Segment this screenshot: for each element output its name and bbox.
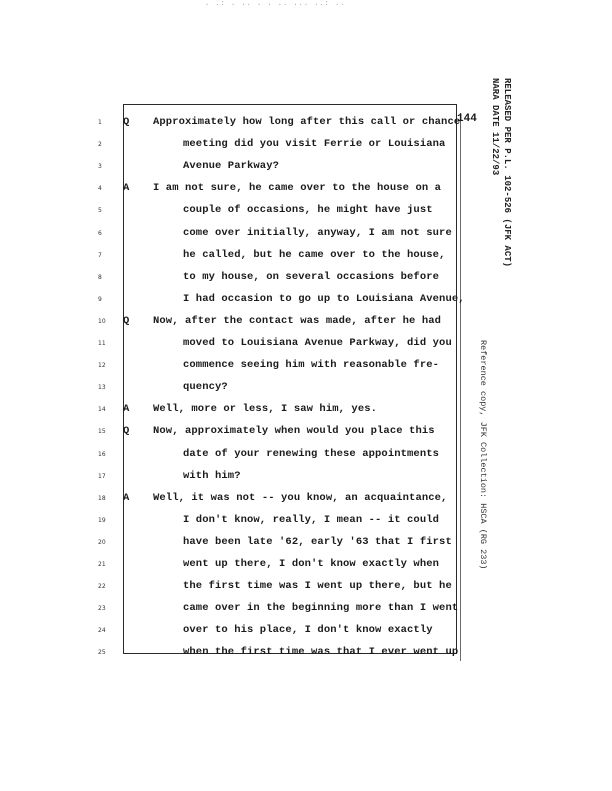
release-stamp [476, 78, 536, 293]
speaker-label: Q [123, 116, 130, 128]
transcript-line: the first time was I went up there, but he [183, 580, 452, 593]
line-number: 14 [98, 406, 106, 414]
transcript-line: Avenue Parkway? [183, 160, 280, 173]
transcript-line: come over initially, anyway, I am not sure [183, 226, 452, 239]
transcript-line: quency? [183, 381, 228, 394]
transcript-line: have been late '62, early '63 that I first [183, 535, 452, 548]
stamp-line-2: NARA DATE 11/22/93 [490, 78, 500, 176]
line-number: 2 [98, 141, 102, 149]
line-number: 3 [98, 163, 102, 171]
line-number: 25 [98, 649, 106, 657]
line-number: 15 [98, 428, 106, 436]
line-number: 9 [98, 295, 102, 303]
line-number: 8 [98, 273, 102, 281]
transcript-line: Now, approximately when would you place this [153, 425, 435, 438]
top-faint-text: . .: . .. . . .. ... ..: .. [205, 0, 346, 8]
transcript-line: with him? [183, 469, 241, 482]
speaker-label: Q [123, 314, 130, 327]
line-number: 16 [98, 450, 106, 458]
transcript-line: came over in the beginning more than I went [183, 602, 459, 615]
line-number: 7 [98, 251, 102, 259]
line-number: 13 [98, 384, 106, 392]
transcript-line: couple of occasions, he might have just [183, 204, 433, 217]
transcript-line: I had occasion to go up to Louisiana Avenue, [183, 292, 465, 305]
line-number: 6 [98, 229, 102, 237]
transcript-line: over to his place, I don't know exactly [183, 624, 433, 637]
transcript-line: commence seeing him with reasonable fre- [183, 359, 440, 372]
line-number: 23 [98, 605, 106, 613]
transcript-line: moved to Louisiana Avenue Parkway, did you [183, 337, 452, 349]
reference-note: Reference copy, JFK Collection: HSCA (RG 233) [478, 340, 488, 570]
transcript-line: date of your renewing these appointments [183, 447, 440, 460]
speaker-label: A [123, 403, 130, 416]
line-number: 20 [98, 538, 106, 546]
line-number: 10 [98, 317, 106, 325]
line-number: 22 [98, 583, 106, 591]
speaker-label: A [123, 491, 130, 504]
transcript-line: I don't know, really, I mean -- it could [183, 513, 440, 526]
line-number: 12 [98, 362, 106, 370]
line-number: 4 [98, 185, 102, 193]
transcript-line: Approximately how long after this call or chance [153, 116, 461, 128]
speaker-label: Q [123, 425, 130, 438]
line-number: 19 [98, 516, 106, 524]
line-number: 21 [98, 561, 106, 568]
transcript-line: to my house, on several occasions before [183, 270, 440, 283]
transcript-line: he called, but he came over to the house, [183, 248, 446, 261]
line-number: 18 [98, 494, 106, 502]
transcript-line: Well, it was not -- you know, an acquaintance, [153, 491, 448, 504]
transcript-line: meeting did you visit Ferrie or Louisiana [183, 138, 446, 151]
transcript-line: went up there, I don't know exactly when [183, 558, 440, 570]
page-number: 144 [457, 113, 477, 125]
transcript-line: I am not sure, he came over to the house on a [153, 182, 442, 195]
line-number: 24 [98, 627, 106, 635]
speaker-label: A [123, 182, 130, 195]
transcript-line: Well, more or less, I saw him, yes. [153, 403, 378, 416]
line-number: 1 [98, 119, 102, 126]
line-number: 17 [98, 472, 106, 480]
transcript-line: Now, after the contact was made, after he had [153, 314, 442, 327]
line-number: 5 [98, 207, 102, 215]
line-number: 11 [98, 340, 106, 347]
stamp-line-1: RELEASED PER P.L. 102-526 (JFK ACT) [502, 78, 512, 268]
transcript-line: when the first time was that I ever went up [183, 646, 459, 659]
